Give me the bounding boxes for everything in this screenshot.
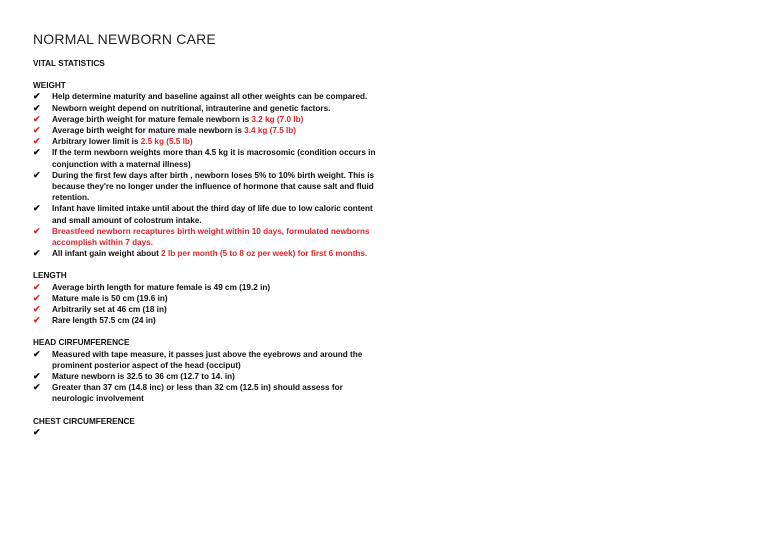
section-heading: HEAD CIRFUMFERENCE	[33, 338, 130, 348]
checkmark-icon: ✔	[33, 292, 41, 303]
item-text: If the term newborn weights more than 4.5 kg it is macrosomic (condition occurs in conjunction with a maternal illness)	[52, 148, 376, 169]
checkmark-icon: ✔	[33, 281, 41, 292]
item-text: Arbitrarily set at 46 cm (18 in)	[52, 305, 167, 315]
subtitle: VITAL STATISTICS	[33, 59, 105, 68]
highlighted-text: 2.5 kg (5.5 lb)	[140, 137, 193, 147]
list-item	[33, 293, 378, 304]
document-content	[33, 58, 378, 438]
section-heading: CHEST CIRCUMFERENCE	[33, 416, 135, 426]
list-item	[33, 282, 378, 293]
bullet-list	[33, 91, 378, 259]
item-text: Greater than 37 cm (14.8 inc) or less than 32 cm (12.5 in) should assess for neurologic involvement	[52, 383, 343, 404]
item-text: Arbitrary lower limit is	[52, 137, 141, 147]
checkmark-icon: ✔	[33, 426, 41, 437]
highlighted-text: 3.4 kg (7.5 lb)	[244, 126, 297, 136]
list-item	[33, 382, 378, 404]
list-item	[33, 349, 378, 371]
section-weight	[33, 80, 378, 259]
section-heading: LENGTH	[33, 271, 67, 281]
list-item	[33, 315, 378, 326]
item-text: Rare length 57.5 cm (24 in)	[52, 316, 156, 326]
item-text: Newborn weight depend on nutritional, intrauterine and genetic factors.	[52, 103, 331, 113]
section-chest-circumference	[33, 416, 378, 437]
item-text: Measured with tape measure, it passes just above the eyebrows and around the prominent posterior aspect of the head (occiput)	[52, 349, 363, 370]
checkmark-icon: ✔	[33, 248, 41, 259]
list-item	[33, 103, 378, 114]
item-text: Infant have limited intake until about the third day of life due to low caloric content and small amount of colostrum intake.	[52, 204, 373, 225]
list-item	[33, 304, 378, 315]
list-item	[33, 136, 378, 147]
checkmark-icon: ✔	[33, 304, 41, 315]
item-text: Breastfeed newborn recaptures birth weight within 10 days, formulated newborns accomplish within 7 days.	[52, 226, 370, 248]
list-item	[33, 125, 378, 136]
item-text: Average birth weight for mature female newborn is	[52, 114, 252, 124]
list-item	[33, 147, 378, 169]
checkmark-icon: ✔	[33, 125, 41, 136]
list-item	[33, 371, 378, 382]
checkmark-icon: ✔	[33, 225, 41, 236]
item-text: During the first few days after birth , newborn loses 5% to 10% birth weight. This is because they're no longer under the influence of hormone that cause salt and fluid retention.	[52, 170, 375, 203]
item-text: Help determine maturity and baseline against all other weights can be compared.	[52, 92, 368, 102]
bullet-list	[33, 282, 378, 327]
item-text: Mature newborn is 32.5 to 36 cm (12.7 to 14. in)	[52, 372, 235, 382]
list-item	[33, 203, 378, 225]
checkmark-icon: ✔	[33, 91, 41, 102]
checkmark-icon: ✔	[33, 203, 41, 214]
item-text: Average birth length for mature female is 49 cm (19.2 in)	[52, 282, 271, 292]
checkmark-icon: ✔	[33, 136, 41, 147]
bullet-list	[33, 349, 378, 405]
checkmark-icon: ✔	[33, 348, 41, 359]
section-head-cirfumference	[33, 337, 378, 404]
section-heading: WEIGHT	[33, 81, 66, 91]
highlighted-text: 2 lb per month (5 to 8 oz per week) for first 6 months.	[161, 249, 368, 259]
list-item	[33, 226, 378, 248]
list-item	[33, 114, 378, 125]
checkmark-icon: ✔	[33, 382, 41, 393]
checkmark-icon: ✔	[33, 315, 41, 326]
highlighted-text: 3.2 kg (7.0 lb)	[251, 114, 304, 124]
checkmark-icon: ✔	[33, 102, 41, 113]
checkmark-icon: ✔	[33, 169, 41, 180]
checkmark-icon: ✔	[33, 147, 41, 158]
item-text: Average birth weight for mature male newborn is	[52, 126, 245, 136]
item-text: Mature male is 50 cm (19.6 in)	[52, 293, 168, 303]
section-length	[33, 270, 378, 326]
sections-container	[33, 80, 378, 437]
item-text: All infant gain weight about	[52, 249, 162, 259]
checkmark-icon: ✔	[33, 371, 41, 382]
list-item	[33, 91, 378, 102]
checkmark-icon: ✔	[33, 113, 41, 124]
list-item	[33, 170, 378, 204]
list-item	[33, 248, 378, 259]
page-title: NORMAL NEWBORN CARE	[33, 31, 216, 47]
